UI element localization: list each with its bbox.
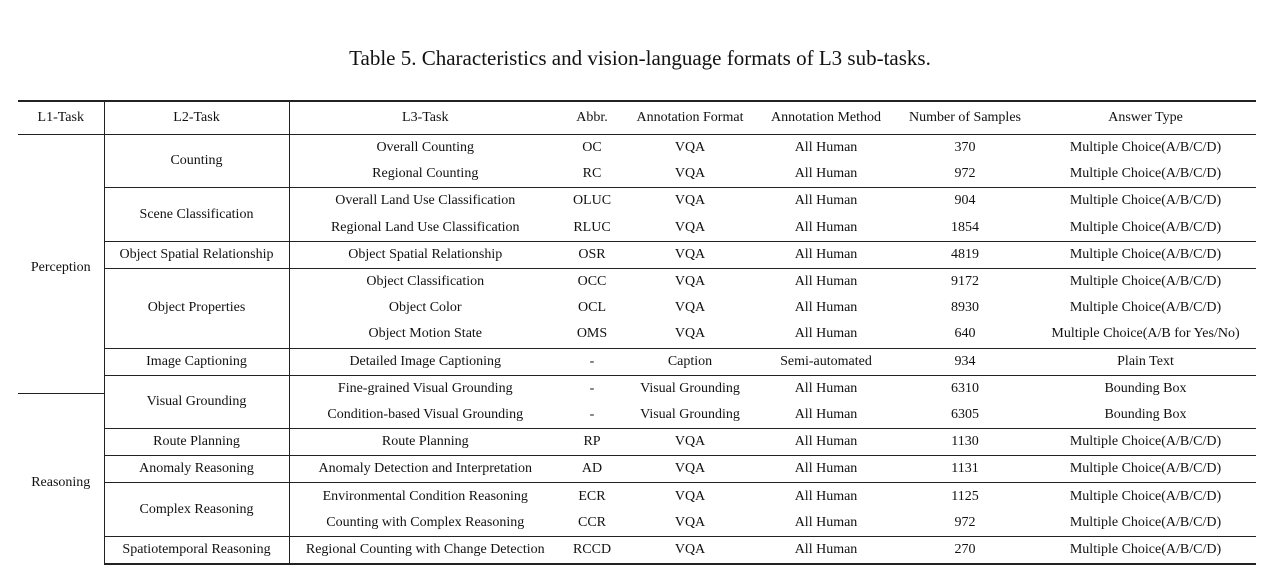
table-row	[18, 188, 1256, 215]
answer-cell: Multiple Choice(A/B for Yes/No)	[1051, 326, 1240, 342]
samples-cell: 904	[895, 188, 1035, 215]
table-caption: Table 5. Characteristics and vision-language formats of L3 sub-tasks.	[349, 46, 931, 70]
method-cell: Semi-automated	[757, 348, 895, 375]
abbr-cell: OSR	[561, 241, 623, 268]
method-cell: All Human	[794, 166, 858, 182]
abbr-cell: -	[561, 375, 623, 402]
header-annotation-format: Annotation Format	[623, 101, 757, 135]
method-cell: All Human	[794, 406, 858, 422]
samples-cell: 972	[954, 166, 976, 182]
format-cell: VQA	[623, 429, 757, 456]
abbr-cell: CCR	[577, 514, 606, 530]
format-cell: VQA	[623, 483, 757, 510]
samples-cell: 8930	[951, 300, 979, 316]
abbr-cell: OMS	[576, 326, 608, 342]
abbr-cell: RLUC	[573, 219, 611, 235]
table-row	[18, 135, 1256, 162]
format-cell: VQA	[623, 456, 757, 483]
abbr-cell: -	[589, 406, 595, 422]
l2-cell: Route Planning	[104, 429, 289, 456]
l2-cell: Visual Grounding	[104, 375, 289, 428]
l3-cell: Regional Counting with Change Detection	[289, 536, 561, 564]
l3-cell: Environmental Condition Reasoning	[289, 483, 561, 510]
answer-cell: Multiple Choice(A/B/C/D)	[1035, 241, 1256, 268]
l2-cell: Anomaly Reasoning	[104, 456, 289, 483]
samples-cell: 1125	[895, 483, 1035, 510]
abbr-cell: OLUC	[561, 188, 623, 215]
table-row	[18, 483, 1256, 510]
header-answer-type: Answer Type	[1035, 101, 1256, 135]
answer-cell: Multiple Choice(A/B/C/D)	[1069, 300, 1222, 316]
l2-cell: Counting	[104, 135, 289, 188]
answer-cell: Multiple Choice(A/B/C/D)	[1035, 483, 1256, 510]
format-cell: VQA	[623, 241, 757, 268]
format-cell: VQA	[674, 140, 706, 156]
answer-cell: Multiple Choice(A/B/C/D)	[1069, 140, 1222, 156]
table-row	[18, 268, 1256, 295]
table-row	[18, 536, 1256, 564]
answer-cell: Multiple Choice(A/B/C/D)	[1035, 536, 1256, 564]
method-cell: All Human	[757, 375, 895, 402]
answer-cell: Multiple Choice(A/B/C/D)	[1069, 166, 1222, 182]
l2-cell: Complex Reasoning	[104, 483, 289, 536]
method-cell: All Human	[794, 326, 858, 342]
samples-cell: 1854	[951, 219, 979, 235]
abbr-cell: ECR	[561, 483, 623, 510]
l2-cell: Object Spatial Relationship	[104, 241, 289, 268]
answer-cell: Multiple Choice(A/B/C/D)	[1069, 514, 1222, 530]
method-cell: All Human	[757, 429, 895, 456]
l3-cell: Object Color	[388, 300, 462, 316]
samples-cell: 6305	[951, 406, 979, 422]
sub-task-table	[18, 100, 1256, 565]
abbr-cell: RCCD	[561, 536, 623, 564]
answer-cell: Multiple Choice(A/B/C/D)	[1069, 219, 1222, 235]
abbr-cell: -	[561, 348, 623, 375]
answer-cell: Plain Text	[1035, 348, 1256, 375]
format-cell: VQA	[674, 300, 706, 316]
l1-label-reasoning: Reasoning	[31, 474, 91, 490]
samples-cell: 6310	[895, 375, 1035, 402]
abbr-cell: AD	[561, 456, 623, 483]
l3-cell: Regional Counting	[372, 166, 479, 182]
samples-cell: 4819	[895, 241, 1035, 268]
samples-cell: 972	[954, 514, 976, 530]
samples-cell: 640	[954, 326, 976, 342]
format-cell: Caption	[623, 348, 757, 375]
l2-cell: Object Properties	[104, 268, 289, 348]
header-l3-task: L3-Task	[289, 101, 561, 135]
l3-cell: Anomaly Detection and Interpretation	[289, 456, 561, 483]
table-row	[18, 375, 1256, 402]
method-cell: All Human	[794, 219, 858, 235]
table-row	[18, 456, 1256, 483]
format-cell: VQA	[674, 166, 706, 182]
header-abbr: Abbr.	[561, 101, 623, 135]
format-cell: VQA	[674, 326, 706, 342]
method-cell: All Human	[757, 268, 895, 295]
format-cell: Visual Grounding	[640, 406, 740, 422]
l1-cell-perception	[18, 135, 104, 402]
method-cell: All Human	[794, 140, 858, 156]
answer-cell: Multiple Choice(A/B/C/D)	[1035, 188, 1256, 215]
samples-cell: 270	[895, 536, 1035, 564]
l3-cell: Fine-grained Visual Grounding	[289, 375, 561, 402]
samples-cell: 1130	[895, 429, 1035, 456]
format-cell: VQA	[674, 219, 706, 235]
l3-cell: Regional Land Use Classification	[330, 219, 520, 235]
l3-cell: Condition-based Visual Grounding	[327, 406, 524, 422]
samples-cell: 1131	[895, 456, 1035, 483]
samples-cell: 9172	[895, 268, 1035, 295]
table-row	[18, 241, 1256, 268]
method-cell: All Human	[794, 514, 858, 530]
format-cell: Visual Grounding	[623, 375, 757, 402]
method-cell: All Human	[794, 300, 858, 316]
table-row	[18, 429, 1256, 456]
abbr-cell: OC	[582, 140, 602, 156]
header-l1-task: L1-Task	[18, 101, 104, 135]
l1-label-perception: Perception	[30, 260, 91, 276]
method-cell: All Human	[757, 188, 895, 215]
answer-cell: Multiple Choice(A/B/C/D)	[1035, 456, 1256, 483]
answer-cell: Bounding Box	[1035, 375, 1256, 402]
header-row	[18, 101, 1256, 135]
samples-cell: 370	[954, 140, 976, 156]
l1-group-divider	[18, 393, 104, 394]
abbr-cell: OCL	[578, 300, 606, 316]
format-cell: VQA	[623, 268, 757, 295]
table-row	[18, 348, 1256, 375]
format-cell: VQA	[623, 536, 757, 564]
answer-cell: Bounding Box	[1104, 406, 1187, 422]
answer-cell: Multiple Choice(A/B/C/D)	[1035, 268, 1256, 295]
header-annotation-method: Annotation Method	[757, 101, 895, 135]
abbr-cell: RP	[561, 429, 623, 456]
abbr-cell: RC	[582, 166, 602, 182]
header-number-of-samples: Number of Samples	[895, 101, 1035, 135]
l3-cell: Object Spatial Relationship	[289, 241, 561, 268]
l3-cell: Overall Land Use Classification	[289, 188, 561, 215]
l3-cell: Counting with Complex Reasoning	[326, 514, 525, 530]
method-cell: All Human	[757, 456, 895, 483]
method-cell: All Human	[757, 483, 895, 510]
l3-cell: Overall Counting	[376, 140, 475, 156]
format-cell: VQA	[674, 514, 706, 530]
l2-cell: Scene Classification	[104, 188, 289, 241]
l2-cell: Image Captioning	[104, 348, 289, 375]
l3-cell: Object Classification	[289, 268, 561, 295]
samples-cell: 934	[895, 348, 1035, 375]
l3-cell: Route Planning	[289, 429, 561, 456]
abbr-cell: OCC	[561, 268, 623, 295]
l3-cell: Detailed Image Captioning	[289, 348, 561, 375]
answer-cell: Multiple Choice(A/B/C/D)	[1035, 429, 1256, 456]
method-cell: All Human	[757, 536, 895, 564]
l2-cell: Spatiotemporal Reasoning	[104, 536, 289, 564]
format-cell: VQA	[623, 188, 757, 215]
l1-cell-reasoning	[18, 402, 104, 564]
l3-cell: Object Motion State	[368, 326, 483, 342]
method-cell: All Human	[757, 241, 895, 268]
header-l2-task: L2-Task	[104, 101, 289, 135]
